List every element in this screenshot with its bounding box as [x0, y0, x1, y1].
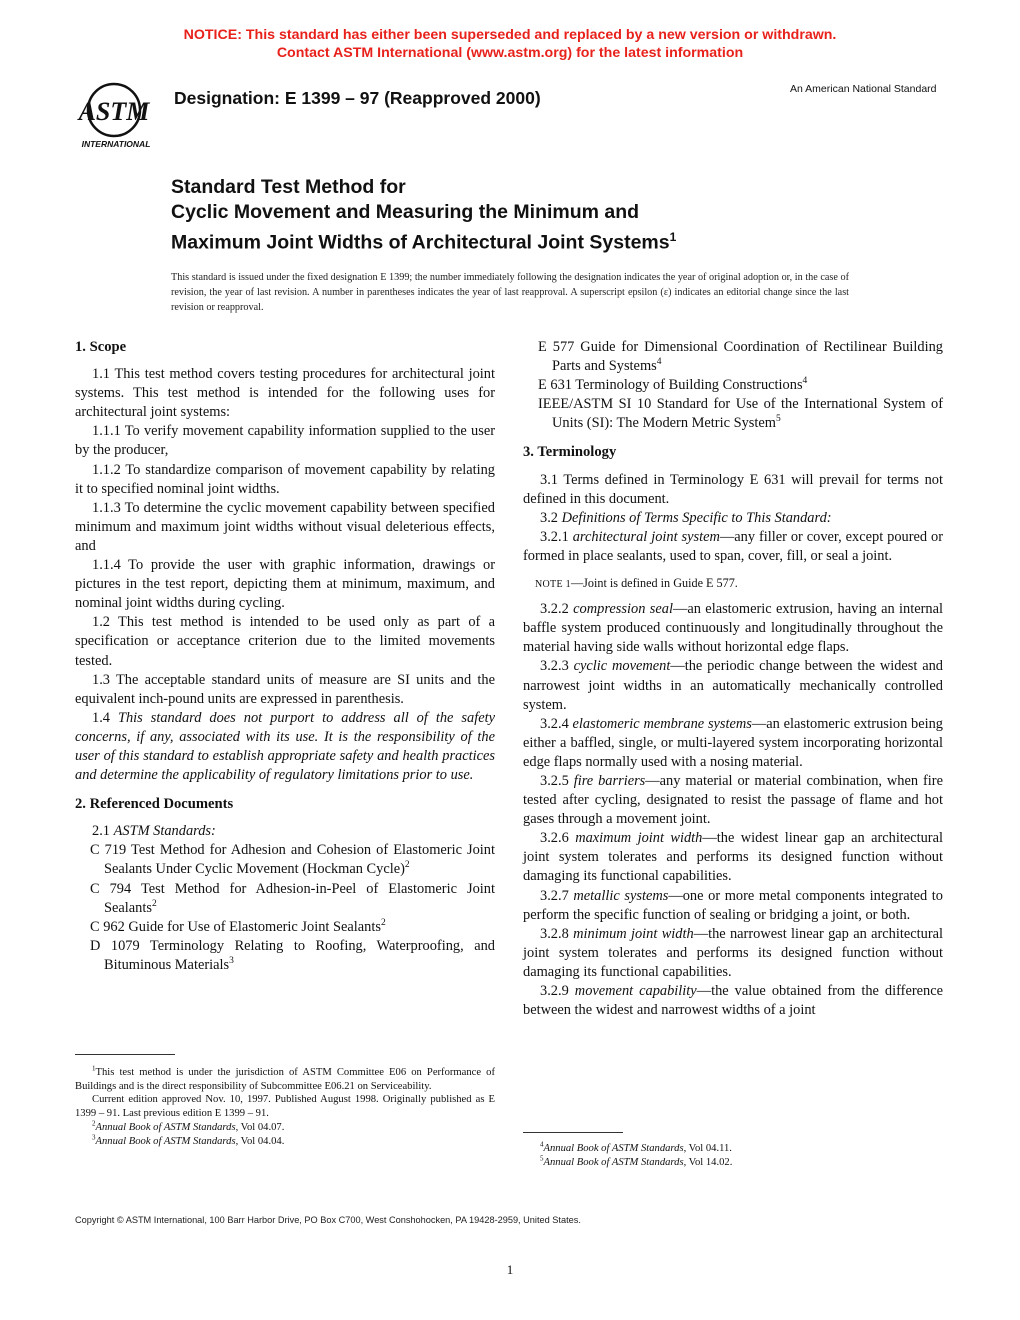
definition-text: —any material or material combination, when fire tested after cycling, designated to resist the passage of flame and hot gases through a movement joint.: [523, 772, 943, 828]
reference-c794-text: C 794 Test Method for Adhesion-in-Peel of Elastomeric Joint Sealants: [90, 880, 495, 916]
definition-3-2-9: [523, 982, 943, 1020]
definition-term: architectural joint system: [572, 528, 720, 545]
definition-term: movement capability: [574, 983, 697, 999]
definition-term: fire barriers: [573, 772, 646, 789]
footnote-mark: 2: [380, 917, 386, 928]
footnote-3-volume: , Vol 04.04.: [235, 1135, 285, 1147]
definitions-label: Definitions of Terms Specific to This Standard:: [561, 509, 832, 526]
footnote-4-book: Annual Book of ASTM Standards: [543, 1143, 684, 1154]
note-1: [535, 574, 943, 594]
footnote-1: [75, 1066, 495, 1093]
reference-c719: [75, 841, 495, 879]
definition-text: —an elastomeric extrusion being either a baffled, single, or multi-layered system incorporating horizontal edge flaps normally used with a nosing material.: [523, 715, 943, 770]
definition-3-2-2: [523, 600, 943, 657]
section-1-3: 1.3 The acceptable standard units of measure are SI units and the equivalent inch-pound units are expressed in parenthesis.: [75, 671, 495, 707]
definition-3-2-1: [523, 528, 943, 566]
section-2-1-number: 2.1: [92, 823, 114, 840]
footnote-5-mark: 5: [540, 1154, 544, 1163]
footnote-5: [523, 1156, 943, 1170]
section-3-2: [523, 509, 943, 528]
footnote-mark: 2: [404, 860, 410, 871]
left-footnotes: [75, 1066, 495, 1148]
definition-text: —any filler or cover, except poured or formed in place sealants, used to span, cover, fill, or seal a joint.: [523, 528, 943, 564]
reference-c962-text: C 962 Guide for Use of Elastomeric Joint Sealants: [90, 918, 381, 935]
definition-term: maximum joint width: [575, 830, 703, 847]
referenced-documents-heading: 2. Referenced Documents: [75, 796, 234, 813]
section-1-1-1: 1.1.1 To verify movement capability information supplied to the user by the producer,: [75, 423, 495, 459]
definition-term: metallic systems: [573, 887, 669, 904]
designation: Designation: E 1399 – 97 (Reapproved 2000): [174, 88, 541, 108]
footnote-1-edition: Current edition approved Nov. 10, 1997. Published August 1998. Originally published as E 1399 – 91. Last previous edition E 1399 – 91.: [75, 1094, 495, 1120]
section-3-2-number: 3.2: [540, 509, 562, 526]
definition-3-2-4: [523, 715, 943, 772]
right-footnotes: [523, 1142, 943, 1169]
footnote-2: [75, 1121, 495, 1135]
definition-3-2-3: [523, 657, 943, 714]
footnote-3-mark: 3: [92, 1132, 96, 1141]
notice-line-1: NOTICE: This standard has either been superseded and replaced by a new version or withdrawn.: [183, 27, 837, 43]
definition-number: 3.2.1: [540, 528, 573, 545]
reference-e577-text: E 577 Guide for Dimensional Coordination of Rectilinear Building Parts and Systems: [538, 339, 943, 375]
footnote-2-volume: , Vol 04.07.: [235, 1121, 285, 1133]
astm-logo-icon: [72, 80, 162, 150]
left-column: [75, 338, 495, 975]
issuance-statement: This standard is issued under the fixed designation E 1399; the number immediately following the designation indicates the year of original adoption or, in the case of revision, the year of last revision. A number in parentheses indicates the year of last reapproval. A superscript epsilon (ε) indicates an editorial change since the last revision or reapproval.: [171, 272, 849, 314]
footnote-4-volume: , Vol 04.11.: [683, 1143, 732, 1154]
definition-3-2-5: [523, 772, 943, 829]
definition-term: compression seal: [573, 601, 673, 618]
logo-lettering: ASTM: [78, 97, 150, 126]
title-line-1: Standard Test Method for: [171, 176, 406, 198]
section-1-4-number: 1.4: [92, 709, 118, 726]
footnote-5-book: Annual Book of ASTM Standards: [543, 1156, 684, 1168]
definition-term: elastomeric membrane systems: [572, 715, 752, 732]
right-column: [523, 338, 943, 1020]
footnote-1-mark: 1: [92, 1064, 96, 1073]
footnote-mark: 2: [151, 898, 157, 909]
definition-term: minimum joint width: [573, 925, 694, 942]
footnote-mark: 5: [775, 414, 781, 425]
reference-d1079-text: D 1079 Terminology Relating to Roofing, Waterproofing, and Bituminous Materials: [90, 937, 495, 973]
definition-text: —one or more metal components integrated to perform the specific function of sealing or bridging a joint, or both.: [523, 887, 943, 923]
reference-c719-text: C 719 Test Method for Adhesion and Cohesion of Elastomeric Joint Sealants Under Cyclic Movement (Hockman Cycle): [90, 842, 495, 878]
footnote-mark: 4: [656, 357, 662, 368]
footnote-1-text: This test method is under the jurisdiction of ASTM Committee E06 on Performance of Buildings and is the direct responsibility of Subcommittee E06.21 on Serviceability.: [75, 1067, 495, 1092]
safety-caveat: This standard does not purport to address all of the safety concerns, if any, associated with its use. It is the responsibility of the user of this standard to establish appropriate safety and health practices and determine the applicability of regulatory limitations prior to use.: [75, 709, 495, 784]
reference-e631: [523, 376, 943, 395]
definition-number: 3.2.3: [540, 658, 574, 675]
reference-d1079: [75, 937, 495, 975]
title-line-2: Cyclic Movement and Measuring the Minimum and: [171, 201, 640, 223]
notice-line-2: Contact ASTM International (www.astm.org) for the latest information: [276, 44, 744, 61]
footnote-4-mark: 4: [540, 1140, 544, 1149]
section-1-1-2: 1.1.2 To standardize comparison of movement capability by relating it to specified nominal joint widths.: [75, 461, 495, 497]
note-label: NOTE 1: [535, 579, 571, 591]
definition-number: 3.2.5: [540, 772, 574, 789]
american-national-standard-label: An American National Standard: [790, 83, 937, 95]
copyright-notice: Copyright © ASTM International, 100 Barr Harbor Drive, PO Box C700, West Conshohocken, PA 19428-2959, United States.: [75, 1215, 581, 1225]
reference-c962: [75, 918, 495, 937]
page-number: 1: [506, 1262, 514, 1277]
footnote-2-mark: 2: [92, 1119, 96, 1128]
section-1-1-4: 1.1.4 To provide the user with graphic information, drawings or pictures in the test report, depicting them at minimum, maximum, and nominal joint widths during cycling.: [75, 557, 495, 612]
definition-text: —an elastomeric extrusion, having an internal baffle system produced continuously and longitudinally throughout the material having side walls without horizontal edge flaps.: [523, 601, 943, 656]
reference-c794: [75, 880, 495, 918]
definition-number: 3.2.6: [540, 830, 576, 847]
terminology-heading: 3. Terminology: [523, 444, 617, 461]
withdrawal-notice: [0, 27, 1020, 62]
footnote-5-volume: , Vol 14.02.: [683, 1156, 733, 1168]
definition-number: 3.2.4: [540, 715, 573, 732]
title-line-3: [171, 225, 891, 256]
definition-text: —the value obtained from the difference between the widest and narrowest widths of a joint: [523, 983, 943, 1019]
reference-e577: [523, 338, 943, 376]
definition-number: 3.2.8: [540, 925, 574, 942]
section-1-1: 1.1 This test method covers testing procedures for architectural joint systems. This test method is intended for the following uses for architectural joint systems:: [75, 366, 495, 421]
astm-standards-label: ASTM Standards:: [113, 823, 216, 840]
definition-3-2-7: [523, 887, 943, 925]
definition-text: —the periodic change between the widest and narrowest joint widths in an automatically mechanically controlled system.: [523, 658, 943, 713]
footnote-mark: 3: [229, 956, 234, 967]
reference-si10: [523, 395, 943, 433]
footnote-3: [75, 1132, 495, 1149]
logo-sub-lettering: INTERNATIONAL: [81, 139, 151, 149]
footnote-3-book: Annual Book of ASTM Standards: [95, 1135, 236, 1147]
definition-number: 3.2.2: [540, 601, 574, 618]
section-3-1: 3.1 Terms defined in Terminology E 631 will prevail for terms not defined in this document.: [523, 471, 943, 507]
section-1-4: [75, 709, 495, 785]
footnote-divider: [75, 1054, 175, 1055]
footnote-mark: 4: [802, 376, 808, 387]
section-1-2: 1.2 This test method is intended to be used only as part of a specification or acceptance criterion due to the limited movements tested.: [75, 614, 495, 669]
document-title: [171, 175, 891, 256]
definition-text: —the narrowest linear gap an architectural joint system tolerates and performs its designed function without damaging its functional capabilities.: [523, 925, 943, 980]
astm-logo: [72, 80, 162, 150]
footnote-4: [523, 1142, 943, 1156]
definition-3-2-8: [523, 925, 943, 982]
reference-si10-text: IEEE/ASTM SI 10 Standard for Use of the International System of Units (SI): The Modern Metric System: [538, 396, 943, 432]
definition-number: 3.2.9: [540, 983, 575, 999]
definition-number: 3.2.7: [540, 887, 574, 904]
footnote-divider: [523, 1132, 623, 1133]
footnote-2-book: Annual Book of ASTM Standards: [95, 1121, 236, 1133]
reference-e631-text: E 631 Terminology of Building Constructions: [538, 377, 803, 394]
definition-text: —the widest linear gap an architectural joint system tolerates and performs its designed function without damaging its functional capabilities.: [523, 830, 943, 885]
section-1-1-3: 1.1.3 To determine the cyclic movement capability between specified minimum and maximum joint widths without visual deleterious effects, and: [75, 499, 495, 554]
title-footnote-mark: 1: [669, 230, 677, 244]
section-2-1: [75, 822, 495, 841]
definition-3-2-6: [523, 829, 943, 886]
note-text: —Joint is defined in Guide E 577.: [570, 576, 738, 591]
definition-term: cyclic movement: [573, 658, 671, 675]
title-line-3-text: Maximum Joint Widths of Architectural Joint Systems: [171, 231, 670, 254]
scope-heading: 1. Scope: [75, 339, 127, 355]
